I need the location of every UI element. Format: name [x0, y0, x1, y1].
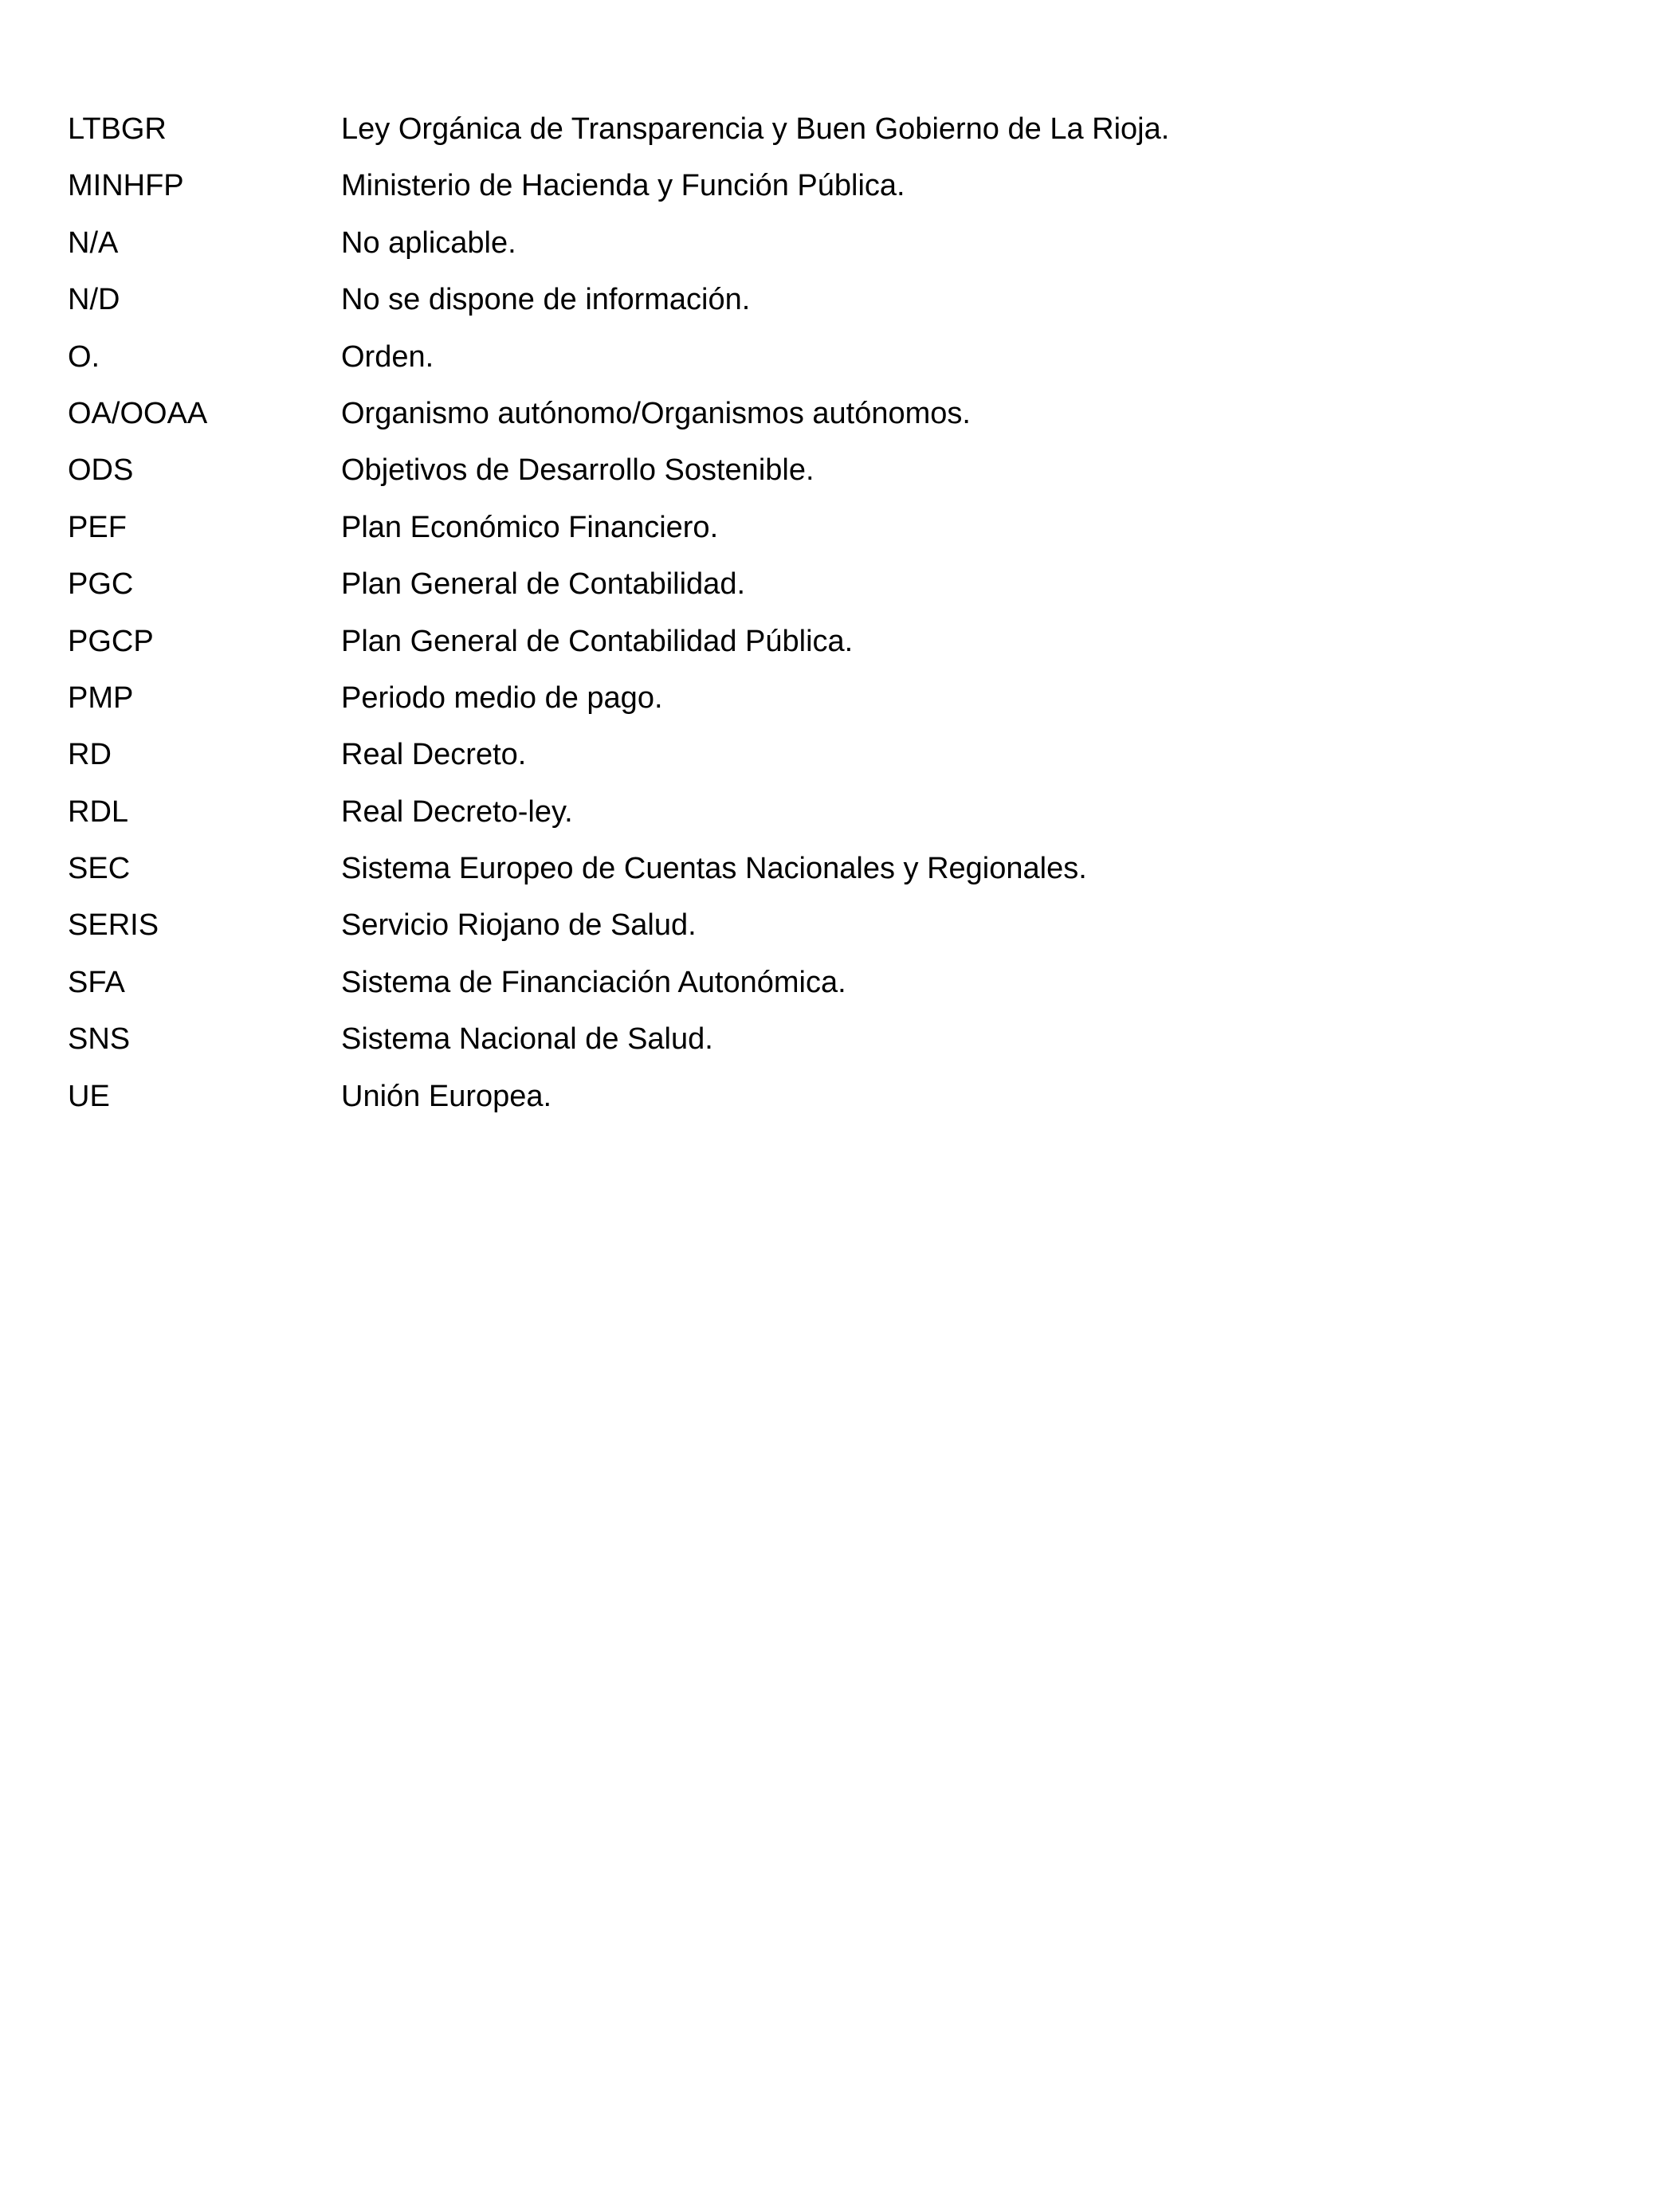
abbreviation-definition: Servicio Riojano de Salud. [341, 908, 697, 943]
abbreviation-term: N/A [68, 226, 119, 260]
abbreviation-row [68, 449, 1582, 506]
abbreviation-row [68, 393, 1582, 449]
abbreviation-term: SFA [68, 965, 125, 999]
abbreviation-term: N/D [68, 283, 120, 317]
abbreviation-term: SNS [68, 1022, 131, 1057]
abbreviation-row [68, 791, 1582, 848]
abbreviation-term: RDL [68, 794, 129, 829]
abbreviation-definition: Orden. [341, 339, 434, 374]
abbreviation-row [68, 165, 1582, 222]
abbreviation-term: PGC [68, 567, 134, 602]
abbreviation-term: O. [68, 339, 100, 374]
abbreviation-row [68, 904, 1582, 961]
abbreviation-term: OA/OOAA [68, 396, 208, 430]
abbreviation-term: SEC [68, 852, 131, 886]
abbreviation-definition: Real Decreto-ley. [341, 794, 573, 829]
abbreviation-row [68, 222, 1582, 279]
abbreviation-row [68, 848, 1582, 904]
abbreviation-term: PGCP [68, 624, 154, 658]
abbreviation-row [68, 734, 1582, 790]
abbreviation-term: RD [68, 738, 112, 772]
abbreviation-row [68, 677, 1582, 734]
abbreviation-row [68, 962, 1582, 1018]
abbreviation-definition: Unión Europea. [341, 1079, 552, 1113]
abbreviation-definition: Organismo autónomo/Organismos autónomos. [341, 396, 971, 430]
abbreviation-term: ODS [68, 453, 134, 488]
abbreviation-definition: Sistema Nacional de Salud. [341, 1022, 713, 1057]
abbreviation-term: SERIS [68, 908, 159, 943]
abbreviation-row [68, 1018, 1582, 1075]
abbreviation-definition: Sistema de Financiación Autonómica. [341, 965, 846, 999]
abbreviation-definition: Objetivos de Desarrollo Sostenible. [341, 453, 814, 488]
abbreviation-term: PEF [68, 510, 127, 544]
abbreviation-definition: Periodo medio de pago. [341, 680, 663, 715]
abbreviation-row [68, 108, 1582, 165]
abbreviation-list [68, 108, 1582, 1132]
abbreviation-definition: No aplicable. [341, 226, 516, 260]
abbreviation-row [68, 1076, 1582, 1132]
abbreviation-definition: Real Decreto. [341, 738, 527, 772]
abbreviation-term: MINHFP [68, 169, 184, 203]
abbreviation-definition: No se dispone de información. [341, 283, 751, 317]
abbreviation-definition: Plan Económico Financiero. [341, 510, 719, 544]
abbreviation-definition: Sistema Europeo de Cuentas Nacionales y Regionales. [341, 852, 1087, 886]
abbreviation-row [68, 279, 1582, 335]
abbreviation-row [68, 621, 1582, 677]
abbreviation-definition: Ministerio de Hacienda y Función Pública. [341, 169, 905, 203]
abbreviation-row [68, 563, 1582, 620]
abbreviation-definition: Plan General de Contabilidad Pública. [341, 624, 854, 658]
abbreviation-term: UE [68, 1079, 110, 1113]
abbreviation-definition: Ley Orgánica de Transparencia y Buen Gobierno de La Rioja. [341, 112, 1170, 146]
abbreviation-row [68, 507, 1582, 563]
abbreviation-term: PMP [68, 680, 134, 715]
abbreviation-row [68, 336, 1582, 393]
abbreviation-term: LTBGR [68, 112, 167, 146]
abbreviation-definition: Plan General de Contabilidad. [341, 567, 746, 602]
